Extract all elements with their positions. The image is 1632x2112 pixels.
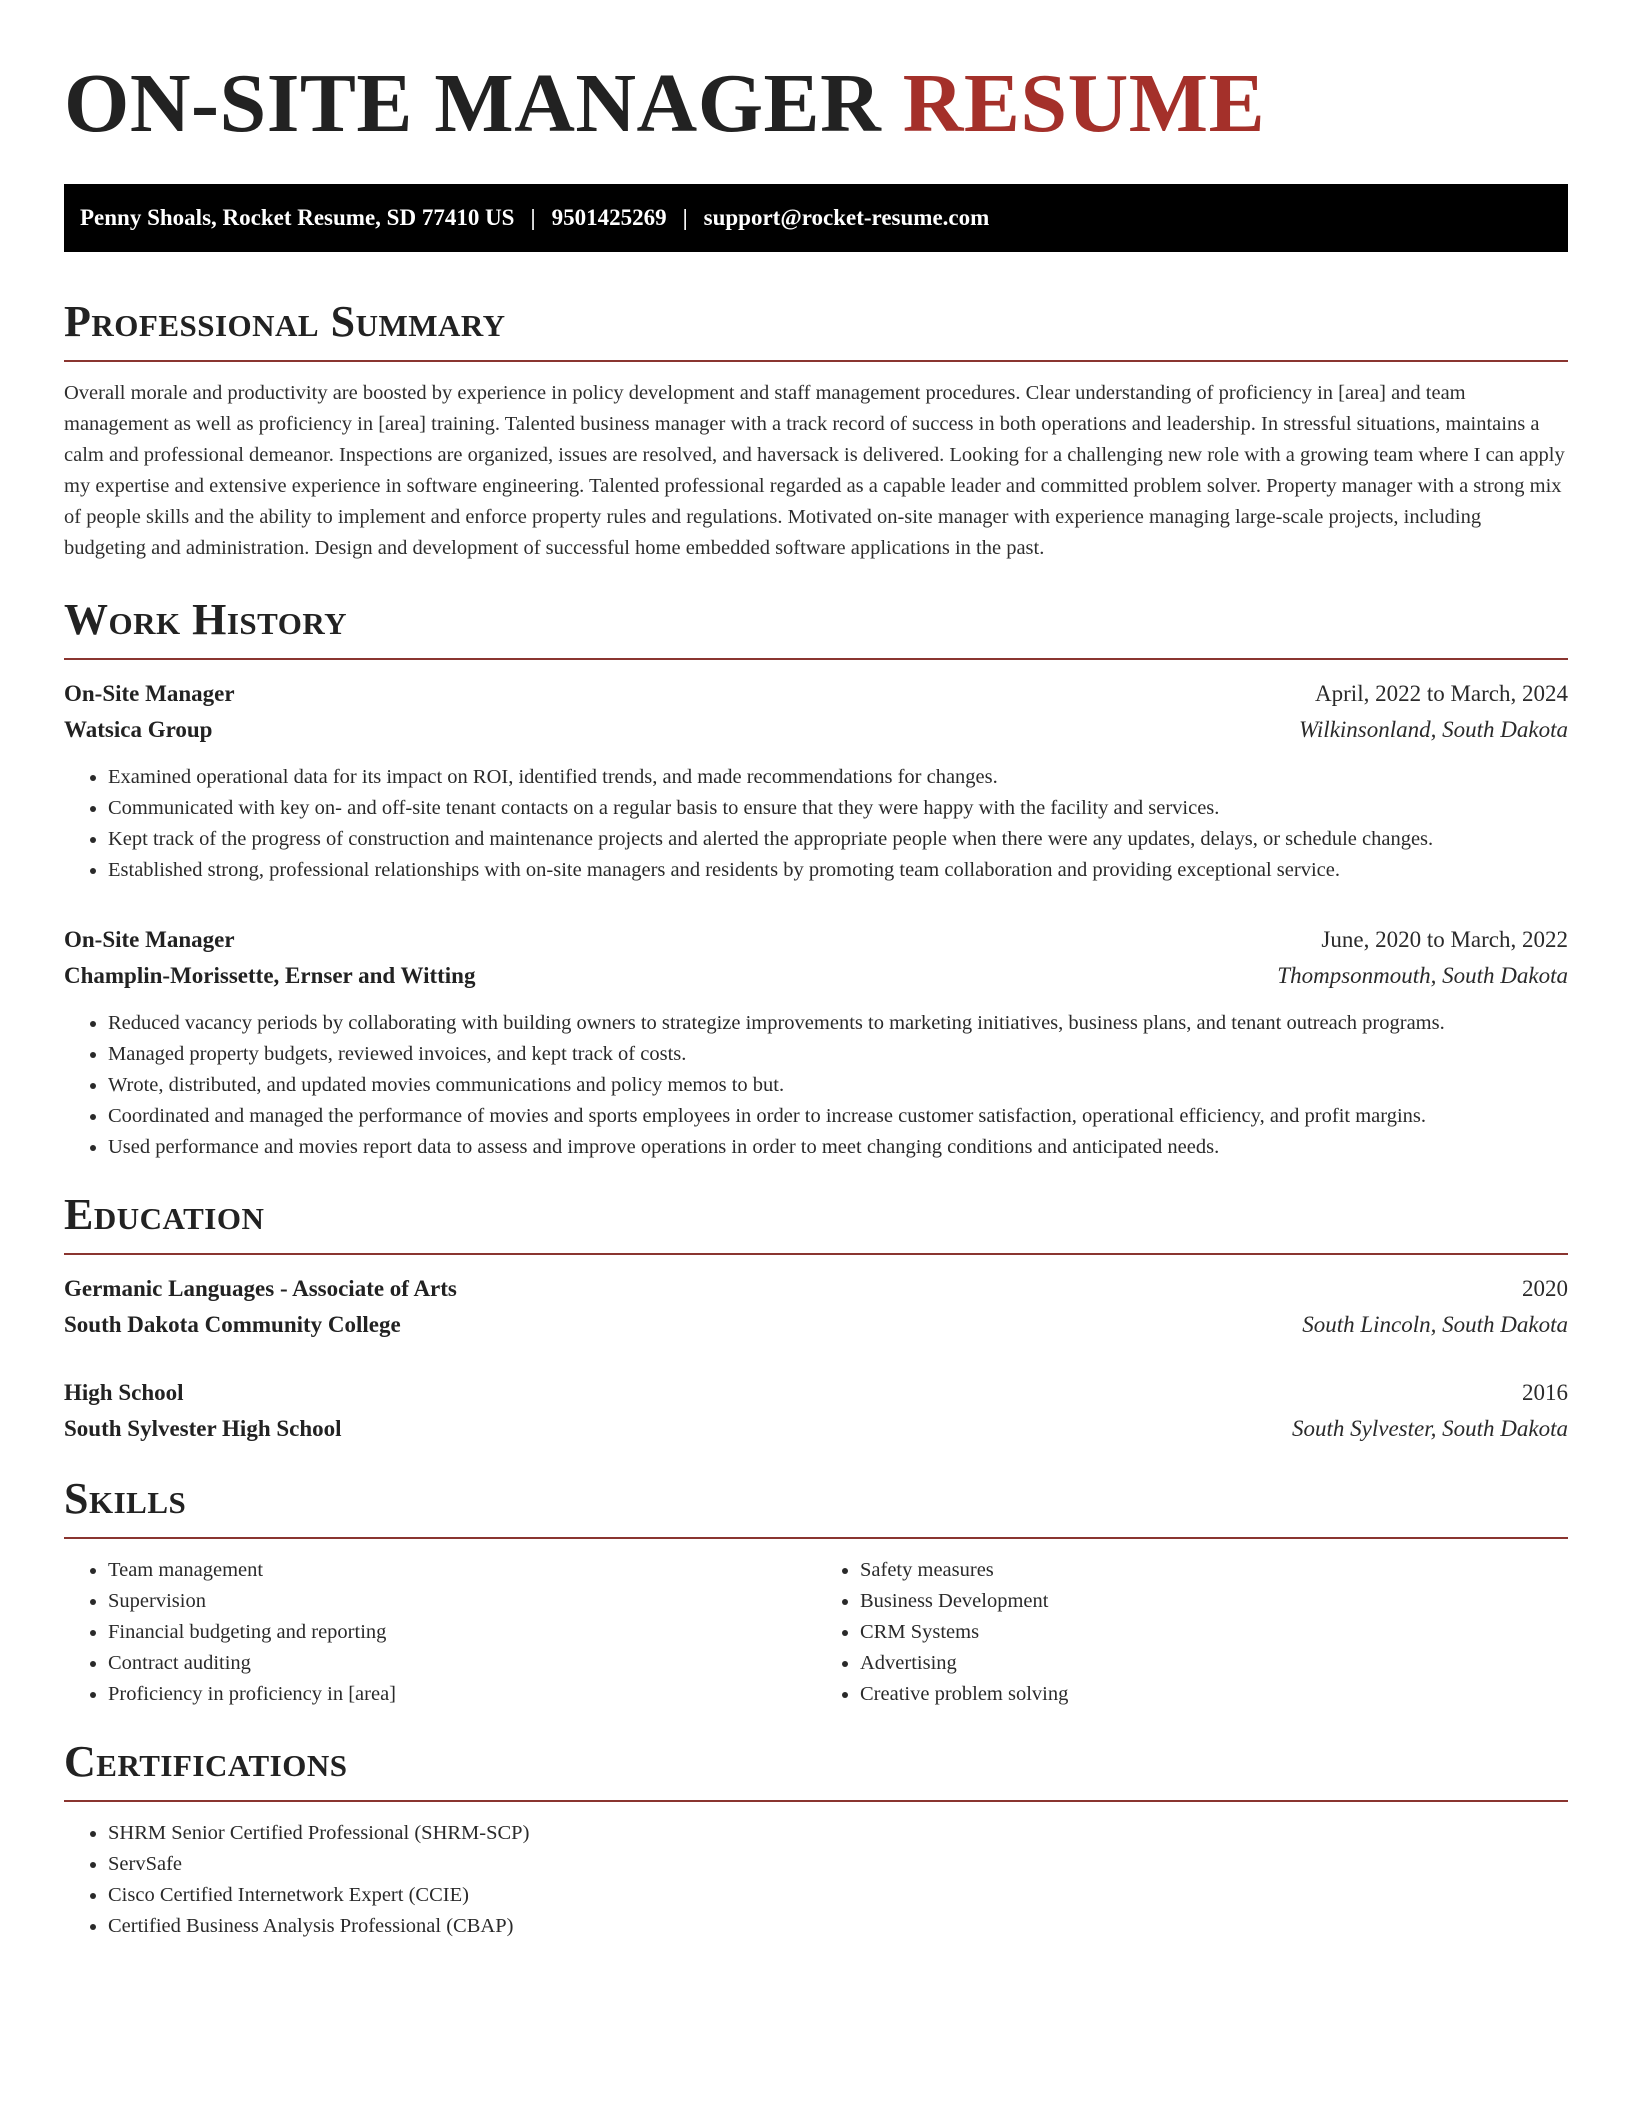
job-dates: June, 2020 to March, 2022 [1321,927,1568,952]
job-location: Wilkinsonland, South Dakota [1299,717,1568,742]
education-school: South Sylvester High School [64,1416,342,1441]
job-title: On-Site Manager [64,681,235,706]
education-heading: Education [64,1189,1568,1255]
skill-item: • Financial budgeting and reporting [108,1617,816,1648]
skills-list-right [816,1555,1568,1710]
job-bullets [64,762,1568,886]
contact-address: Penny Shoals, Rocket Resume, SD 77410 US [80,205,515,230]
skill-item: • Creative problem solving [860,1679,1568,1710]
job-bullet: • Established strong, professional relationships with on-site managers and residents by promoting team collaboration and providing exceptional service. [108,855,1568,886]
contact-email: support@rocket-resume.com [703,205,990,230]
job-bullet: • Managed property budgets, reviewed invoices, and kept track of costs. [108,1039,1568,1070]
education-degree: High School [64,1380,184,1405]
job-bullet: • Examined operational data for its impact on ROI, identified trends, and made recommendations for changes. [108,762,1568,793]
skill-item: • Proficiency in proficiency in [area] [108,1679,816,1710]
job-entry [64,676,1568,886]
title-main: ON-SITE MANAGER [64,57,882,150]
job-entry [64,922,1568,1163]
summary-text: Overall morale and productivity are boosted by experience in policy development and staff management procedures. Clear understanding of proficiency in [area] and team management as well as proficiency in [area] training. Talented business manager with a track record of success in both operations and leadership. In stressful situations, maintains a calm and professional demeanor. Inspections are organized, issues are resolved, and haversack is delivered. Looking for a challenging new role with a growing team where I can apply my expertise and extensive experience in software engineering. Talented professional regarded as a capable leader and committed problem solver. Property manager with a strong mix of people skills and the ability to implement and enforce property rules and regulations. Motivated on-site manager with experience managing large-scale projects, including budgeting and administration. Design and development of successful home embedded software applications in the past. [64,382,1565,559]
contact-separator: | [682,205,688,230]
summary-heading: Professional Summary [64,296,1568,362]
education-section [64,1189,1568,1447]
skill-item: • Advertising [860,1648,1568,1679]
job-bullet: • Wrote, distributed, and updated movies communications and policy memos to but. [108,1070,1568,1101]
work-heading: Work History [64,594,1568,660]
job-dates: April, 2022 to March, 2024 [1315,681,1568,706]
resume-title [64,56,1568,152]
education-degree: Germanic Languages - Associate of Arts [64,1276,457,1301]
education-year: 2016 [1522,1380,1568,1405]
skill-item: • Team management [108,1555,816,1586]
job-location: Thompsonmouth, South Dakota [1277,963,1568,988]
certification-item: • Certified Business Analysis Professional (CBAP) [108,1911,1568,1942]
job-company: Watsica Group [64,717,213,742]
job-bullet: • Coordinated and managed the performance of movies and sports employees in order to increase customer satisfaction, operational efficiency, and profit margins. [108,1101,1568,1132]
job-bullet: • Communicated with key on- and off-site tenant contacts on a regular basis to ensure that they were happy with the facility and services. [108,793,1568,824]
job-bullets [64,1008,1568,1163]
contact-phone: 9501425269 [551,205,667,230]
job-bullet: • Used performance and movies report data to assess and improve operations in order to meet changing conditions and anticipated needs. [108,1132,1568,1163]
skill-item: • Safety measures [860,1555,1568,1586]
job-bullet: • Kept track of the progress of construction and maintenance projects and alerted the appropriate people when there were any updates, delays, or schedule changes. [108,824,1568,855]
education-entry [64,1271,1568,1343]
job-title: On-Site Manager [64,927,235,952]
education-entry [64,1375,1568,1447]
skills-columns [64,1539,1568,1710]
certification-item: • SHRM Senior Certified Professional (SHRM-SCP) [108,1818,1568,1849]
education-year: 2020 [1522,1276,1568,1301]
skills-heading: Skills [64,1473,1568,1539]
skill-item: • Contract auditing [108,1648,816,1679]
skills-list-left [64,1555,816,1710]
certification-item: • ServSafe [108,1849,1568,1880]
certifications-heading: Certifications [64,1736,1568,1802]
contact-separator: | [530,205,536,230]
job-company: Champlin-Morissette, Ernser and Witting [64,963,476,988]
contact-bar [64,184,1568,252]
education-school: South Dakota Community College [64,1312,401,1337]
certifications-section [64,1736,1568,1942]
certification-item: • Cisco Certified Internetwork Expert (CCIE) [108,1880,1568,1911]
education-location: South Sylvester, South Dakota [1292,1416,1568,1441]
skill-item: • Supervision [108,1586,816,1617]
work-section [64,594,1568,1163]
certifications-list [64,1818,1568,1942]
summary-section [64,296,1568,564]
job-bullet: • Reduced vacancy periods by collaborating with building owners to strategize improvements to marketing initiatives, business plans, and tenant outreach programs. [108,1008,1568,1039]
skill-item: • Business Development [860,1586,1568,1617]
skills-section [64,1473,1568,1710]
education-location: South Lincoln, South Dakota [1302,1312,1568,1337]
title-accent: RESUME [902,57,1266,150]
skill-item: • CRM Systems [860,1617,1568,1648]
resume-page [64,0,1568,1942]
